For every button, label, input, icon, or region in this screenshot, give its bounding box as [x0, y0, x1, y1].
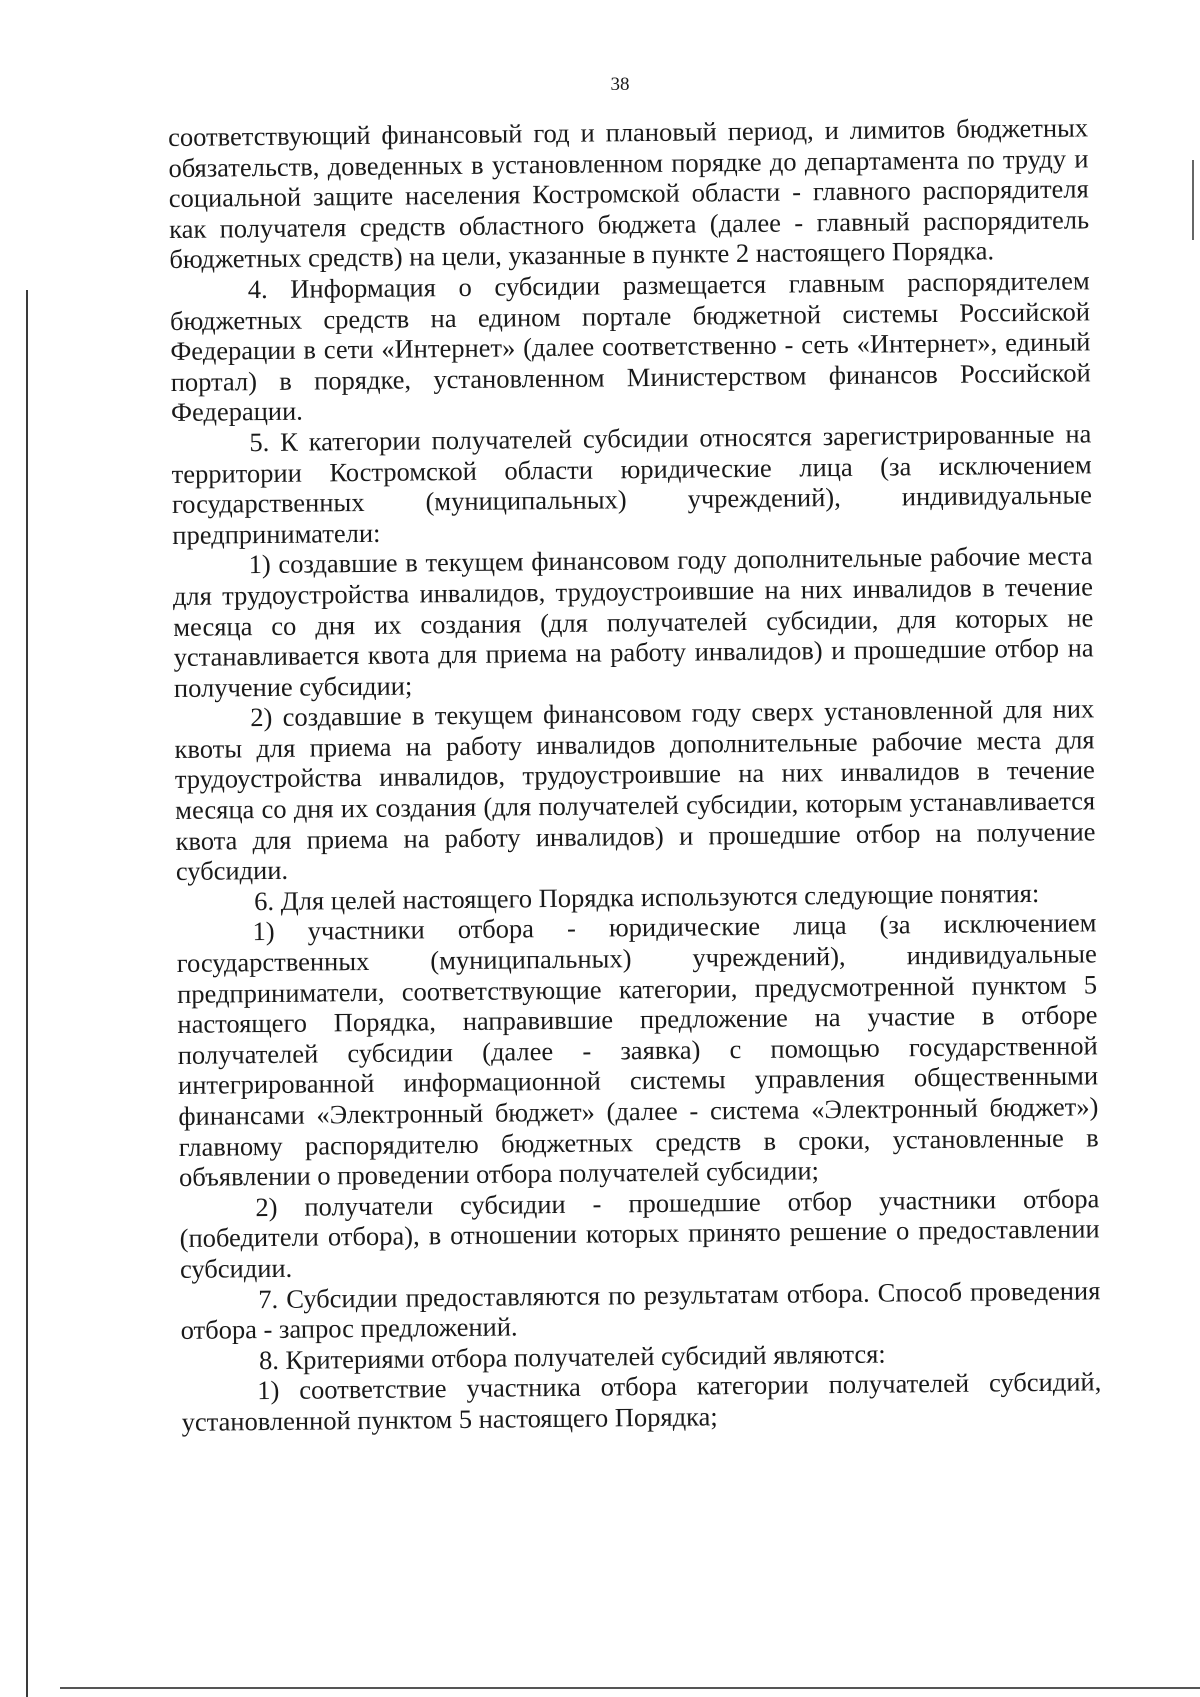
- paragraph-8: 8. Критериями отбора получателей субсидий являются:: [258, 1338, 886, 1375]
- paragraph-4: 4. Информация о субсидии размещается главным распорядителем бюджетных средств на едином портале бюджетной системы Российской Федерации в сети «Интернет» (далее соответственно - сеть «Интернет», единый портал) в порядке, установленном Министерством финансов Российской Федерации.: [169, 265, 1091, 428]
- paragraph-6: 6. Для целей настоящего Порядка используются следующие понятия:: [254, 877, 1040, 916]
- document-body: [168, 112, 1102, 1437]
- paragraph-3-continuation: соответствующий финансовый год и плановый период, и лимитов бюджетных обязательств, доведенных в установленном порядке до департамента по труду и социальной защите населения Костромской области - главного распорядителя как получателя средств областного бюджета (далее - главный распорядитель бюджетных средств) на цели, указанные в пункте 2 настоящего Порядка.: [168, 112, 1090, 275]
- scan-mark-right: [1192, 160, 1194, 240]
- scan-edge-left: [26, 290, 28, 1697]
- paragraph-5-item-2: 2) создавшие в текущем финансовом году сверх установленной для них квоты для приема на работу инвалидов дополнительные рабочие места для трудоустройства инвалидов, трудоустроившие на них инвалидов в течение месяца со дня их создания (для получателей субсидии, которым устанавливается квота для приема на работу инвалидов) и прошедшие отбор на получение субсидии.: [174, 693, 1096, 887]
- paragraph-7: 7. Субсидии предоставляются по результатам отбора. Способ проведения отбора - запрос предложений.: [180, 1274, 1101, 1346]
- paragraph-5: 5. К категории получателей субсидии относятся зарегистрированные на территории Костромской области юридические лица (за исключением государственных (муниципальных) учреждений), индивидуальные предприниматели:: [171, 418, 1093, 550]
- scan-edge-bottom: [60, 1687, 1200, 1689]
- paragraph-8-item-1: 1) соответствие участника отбора категории получателей субсидий, установленной пунктом 5 настоящего Порядка;: [181, 1366, 1102, 1437]
- paragraph-6-item-1: 1) участники отбора - юридические лица (за исключением государственных (муниципальных) учреждений), индивидуальные предприниматели, соответствующие категории, предусмотренной пунктом 5 настоящего Порядка, направившие предложение на участие в отборе получателей субсидии (далее - заявка) с помощью государственной интегрированной информационной системы управления общественными финансами «Электронный бюджет» (далее - система «Электронный бюджет») главному распорядителю бюджетных средств в сроки, установленные в объявлении о проведении отбора получателей субсидии;: [176, 907, 1099, 1193]
- paragraph-5-item-1: 1) создавшие в текущем финансовом году дополнительные рабочие места для трудоустройства инвалидов, трудоустроившие на них инвалидов в течение месяца со дня их создания (для получателей субсидии, для которых не устанавливается квота для приема на работу инвалидов) и прошедшие отбор на получение субсидии;: [172, 540, 1094, 703]
- page-number: 38: [610, 74, 630, 95]
- paragraph-6-item-2: 2) получатели субсидии - прошедшие отбор участники отбора (победители отбора), в отношении которых принято решение о предоставлении субсидии.: [179, 1183, 1100, 1284]
